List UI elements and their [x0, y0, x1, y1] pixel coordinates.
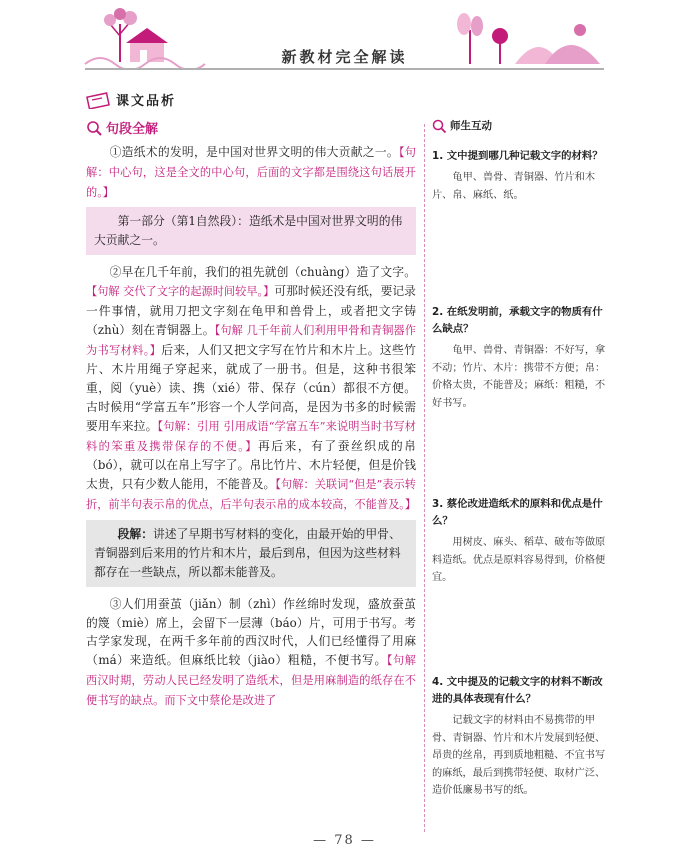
sidebar — [432, 118, 612, 796]
question: 4. 文中提及的记载文字的材料不断改进的具体表现有什么？ — [432, 676, 603, 705]
paragraph-2-text-b: 可那时候还没有纸，要记录一件事情，就用刀把文字刻在龟甲和兽骨上，或者把文字铸（zhù）刻在青铜器上。 — [86, 284, 416, 337]
main-heading — [86, 118, 416, 137]
paragraph-2-text-a: ②早在几千年前，我们的祖先就创（chuàng）造了文字。 — [109, 265, 416, 280]
header-banner — [0, 0, 689, 82]
scroll-icon — [86, 91, 112, 109]
question: 2. 在纸发明前，承载文字的物质有什么缺点？ — [432, 306, 603, 335]
paragraph-1 — [86, 143, 416, 202]
question: 1. 文中提到哪几种记载文字的材料？ — [432, 150, 603, 162]
main-heading-label: 句段全解 — [106, 122, 159, 137]
section-title: 课文品析 — [116, 94, 177, 109]
sidebar-heading-label: 师生互动 — [450, 120, 492, 132]
summary-label: 段解： — [117, 526, 153, 541]
paragraph-1-text: ①造纸术的发明，是中国对世界文明的伟大贡献之一。 — [109, 145, 399, 159]
paragraph-3-text: ③人们用蚕茧（jiǎn）制（zhì）作丝绵时发现，盛放蚕茧的篾（miè）席上，会留下一层薄（báo）片，可用于书写。考古学家发现，在两千多年前的西汉时代，人们已经懂得了用麻（má）来造纸。但麻纸比较（jiào）粗糙，不便书写。 — [86, 596, 416, 668]
qa-item — [432, 148, 612, 204]
book-title: 新教材完全解读 — [281, 48, 408, 66]
annotation: 【句解：引用 引用成语“学富五车”来说明当时书写材料的笨重及携带保存的不便。】 — [86, 419, 416, 453]
header-divider — [85, 68, 604, 70]
paragraph-2 — [86, 263, 416, 514]
paragraph-3 — [86, 595, 416, 711]
magnifier-icon — [432, 119, 446, 133]
qa-item — [432, 304, 612, 412]
magnifier-icon — [86, 120, 102, 136]
annotation: 【句解：中心句，这是全文的中心句，后面的文字都是围绕这句话展开的。】 — [86, 146, 416, 199]
question: 3. 蔡伦改进造纸术的原料和优点是什么？ — [432, 498, 603, 527]
section-tag — [86, 90, 176, 109]
qa-item — [432, 674, 612, 800]
sidebar-heading — [432, 118, 612, 133]
answer: 龟甲、兽骨、青铜器、竹片和木片、帛、麻纸、纸。 — [432, 172, 596, 201]
column-divider — [424, 124, 425, 832]
paragraph-summary-box — [86, 520, 416, 587]
answer: 记载文字的材料由不易携带的甲骨、青铜器、竹片和木片发展到轻便、昂贵的丝帛，再到质地粗糙、不宜书写的麻纸，最后到携带轻便、取材广泛、造价低廉易书写的纸。 — [432, 715, 606, 796]
annotation: 【句解 西汉时期，劳动人民已经发明了造纸术，但是用麻制造的纸存在不便书写的缺点。而下文中蔡伦是改进了 — [86, 654, 416, 707]
paragraph-2-text-c: 后来，人们又把文字写在竹片和木片上。这些竹片、木片用绳子穿起来，就成了一册书。但是，这种书很笨重，阅（yuè）读、携（xié）带、保存（cún）都很不方便。古时候用“学富五车”形容一个人学问高，是因为书多的时候需要用车来拉。 — [86, 342, 416, 433]
annotation: 【句解：关联词“但是”表示转折，前半句表示帛的优点，后半句表示帛的成本较高，不能普及。】 — [86, 478, 417, 511]
summary-text: 讲述了早期书写材料的变化，由最开始的甲骨、青铜器到后来用的竹片和木片，最后到帛，但因为这些材料都存在一些缺点，所以都未能普及。 — [94, 526, 401, 579]
answer: 用树皮、麻头、稻草、破布等做原料造纸。优点是原料容易得到，价格便宜。 — [432, 537, 606, 583]
annotation: 【句解 几千年前人们利用甲骨和青铜器作为书写材料。】 — [86, 323, 416, 357]
paragraph-2-text-d: 再后来，有了蚕丝织成的帛（bó），就可以在帛上写字了。帛比竹片、木片轻便，但是价钱太贵，只有少数人能用，不能普及。 — [86, 438, 416, 492]
part-summary-box: 第一部分（第1自然段）：造纸术是中国对世界文明的伟大贡献之一。 — [86, 207, 416, 255]
annotation: 【句解 交代了文字的起源时间较早。】 — [86, 285, 275, 299]
answer: 龟甲、兽骨、青铜器：不好写，拿不动；竹片、木片：携带不方便；帛：价格太贵，不能普及；麻纸：粗糙，不好书写。 — [432, 345, 606, 409]
qa-item — [432, 496, 612, 587]
page-number: — 78 — — [313, 833, 376, 848]
main-column — [86, 118, 416, 711]
